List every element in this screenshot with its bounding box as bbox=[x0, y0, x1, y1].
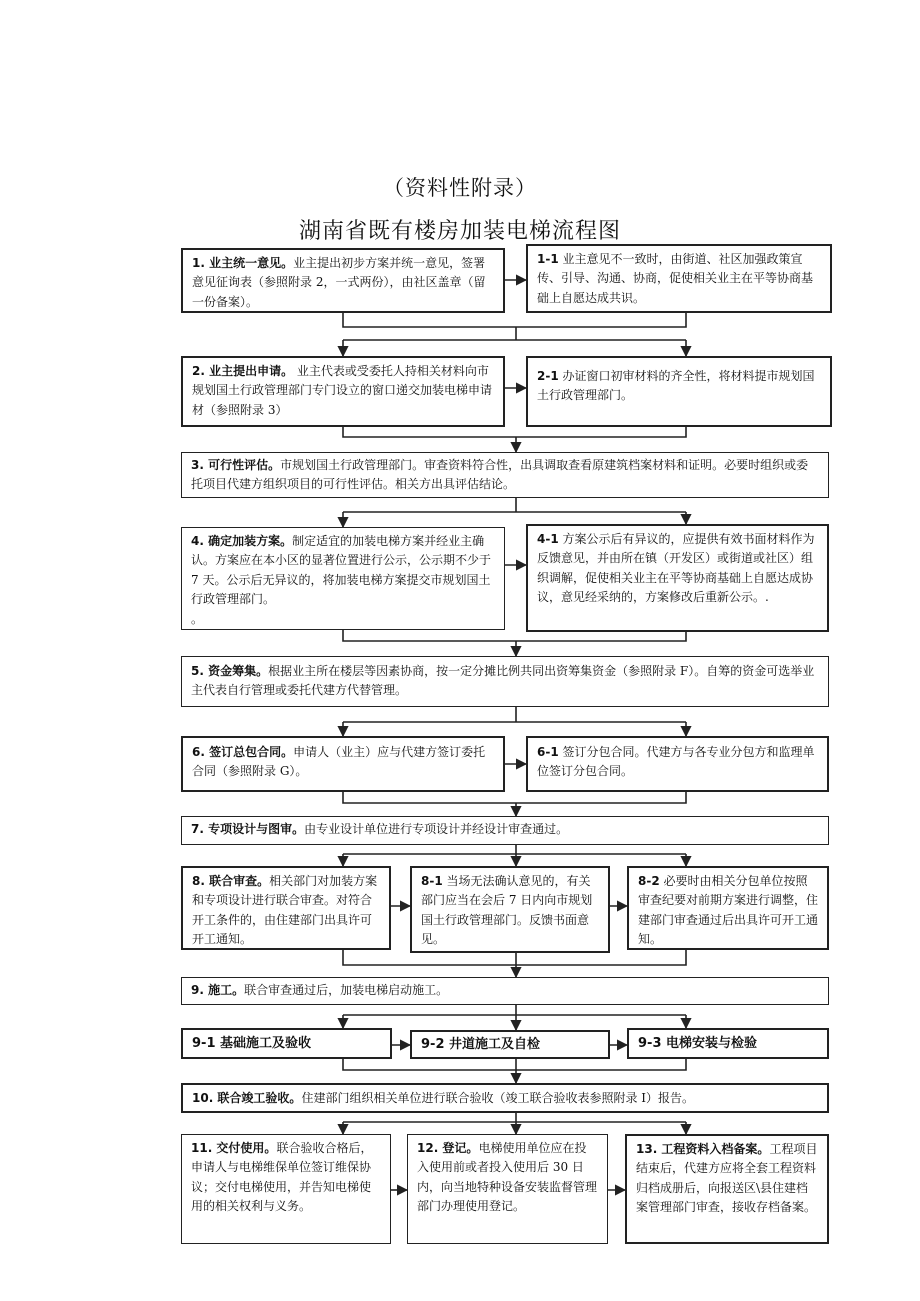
appendix-note: （资料性附录） bbox=[383, 176, 537, 200]
step-1-1-box bbox=[526, 244, 832, 313]
step-7-box bbox=[181, 816, 829, 845]
step-4-1-label: 4-1 bbox=[537, 532, 559, 546]
step-6-1-box bbox=[526, 736, 829, 792]
step-6-text: 申请人（业主）应与代建方签订委托合同（参照附录 G）。 bbox=[192, 745, 486, 779]
step-6-box bbox=[181, 736, 505, 792]
step-8-2-box bbox=[627, 866, 829, 950]
step-2-label: 2. 业主提出申请。 bbox=[192, 364, 294, 378]
step-13-box bbox=[625, 1134, 829, 1244]
step-3-label: 3. 可行性评估。 bbox=[191, 458, 281, 472]
step-9-text: 联合审查通过后，加装电梯启动施工。 bbox=[244, 983, 449, 997]
step-8-box bbox=[181, 866, 391, 950]
merge-row2 bbox=[343, 427, 686, 437]
step-4-1-box bbox=[526, 524, 829, 632]
step-13-label: 13. 工程资料入档备案。 bbox=[636, 1142, 770, 1156]
step-2-box bbox=[181, 356, 505, 427]
step-1-1-text: 业主意见不一致时，由街道、社区加强政策宣传、引导、沟通、协商，促使相关业主在平等协商基础上自愿达成共识。 bbox=[537, 252, 814, 305]
step-10-box bbox=[181, 1083, 829, 1113]
step-8-text: 相关部门对加装方案和专项设计进行联合审查。对符合开工条件的，由住建部门出具许可开工通知。 bbox=[192, 874, 378, 947]
step-5-label: 5. 资金筹集。 bbox=[191, 664, 269, 678]
step-10-label: 10. 联合竣工验收。 bbox=[192, 1091, 302, 1105]
step-9-2-box bbox=[410, 1030, 610, 1059]
step-9-1-label: 9-1 基础施工及验收 bbox=[192, 1035, 312, 1051]
step-9-3-label: 9-3 电梯安装与检验 bbox=[638, 1035, 758, 1051]
step-1-box bbox=[181, 248, 505, 313]
step-8-label: 8. 联合审查。 bbox=[192, 874, 270, 888]
step-9-label: 9. 施工。 bbox=[191, 983, 245, 997]
step-8-1-text: 当场无法确认意见的，有关部门应当在会后 7 日内向市规划国土行政管理部门。反馈书面意见。 bbox=[421, 874, 593, 947]
step-9-3-box bbox=[627, 1028, 829, 1059]
step-1-1-label: 1-1 bbox=[537, 252, 559, 266]
step-5-text: 根据业主所在楼层等因素协商，按一定分摊比例共同出资筹集资金（参照附录 F）。自筹的资金可选举业主代表自行管理或委托代建方代替管理。 bbox=[191, 664, 815, 698]
step-1-label: 1. 业主统一意见。 bbox=[192, 256, 294, 270]
step-8-2-text: 必要时由相关分包单位按照审查纪要对前期方案进行调整，住建部门审查通过后出具许可开工通知。 bbox=[638, 874, 819, 947]
step-4-box bbox=[181, 527, 505, 630]
step-13-text: 工程项目结束后，代建方应将全套工程资料归档成册后，向报送区\县住建档案管理部门审查，接收存档备案。 bbox=[636, 1142, 818, 1215]
step-4-label: 4. 确定加装方案。 bbox=[191, 534, 293, 548]
step-11-box bbox=[181, 1134, 391, 1244]
step-7-label: 7. 专项设计与图审。 bbox=[191, 822, 305, 836]
step-6-label: 6. 签订总包合同。 bbox=[192, 745, 294, 759]
step-12-label: 12. 登记。 bbox=[417, 1141, 479, 1155]
step-4-tail: 。 bbox=[191, 611, 204, 626]
step-12-box bbox=[407, 1134, 608, 1244]
step-6-1-label: 6-1 bbox=[537, 745, 559, 759]
step-8-1-box bbox=[410, 866, 610, 953]
step-7-text: 由专业设计单位进行专项设计并经设计审查通过。 bbox=[304, 822, 569, 836]
step-8-2-label: 8-2 bbox=[638, 874, 660, 888]
step-6-1-text: 签订分包合同。代建方与各专业分包方和监理单位签订分包合同。 bbox=[537, 745, 815, 779]
step-2-text: 业主代表或受委托人持相关材料向市规划国土行政管理部门专门设立的窗口递交加装电梯申请材（参照附录 3） bbox=[192, 364, 493, 417]
step-8-1-label: 8-1 bbox=[421, 874, 443, 888]
step-3-box bbox=[181, 452, 829, 498]
step-4-text: 制定适宜的加装电梯方案并经业主确认。方案应在本小区的显著位置进行公示，公示期不少于 7 天。公示后无异议的，将加装电梯方案提交市规划国土行政管理部门。 bbox=[191, 534, 492, 607]
step-10-text: 住建部门组织相关单位进行联合验收（竣工联合验收表参照附录 I）报告。 bbox=[301, 1091, 694, 1105]
step-9-2-label: 9-2 井道施工及自检 bbox=[421, 1036, 541, 1052]
step-3-text: 市规划国土行政管理部门。审查资料符合性，出具调取查看原建筑档案材料和证明。必要时组织或委托项目代建方组织项目的可行性评估。相关方出具评估结论。 bbox=[191, 458, 809, 492]
step-2-1-box bbox=[526, 356, 832, 427]
step-11-text: 联合验收合格后，申请人与电梯维保单位签订维保协议；交付电梯使用，并告知电梯使用的相关权利与义务。 bbox=[191, 1141, 373, 1214]
step-11-label: 11. 交付使用。 bbox=[191, 1141, 277, 1155]
step-2-1-label: 2-1 bbox=[537, 369, 559, 383]
step-12-text: 电梯使用单位应在投入使用前或者投入使用后 30 日内，向当地特种设备安装监督管理部门办理使用登记。 bbox=[417, 1141, 598, 1214]
step-4-1-text: 方案公示后有异议的，应提供有效书面材料作为反馈意见，并由所在镇（开发区）或街道或社区）组织调解，促使相关业主在平等协商基础上自愿达成协议，意见经采纳的，方案修改后重新公示。. bbox=[537, 532, 815, 605]
step-5-box bbox=[181, 656, 829, 707]
step-9-box bbox=[181, 977, 829, 1005]
merge-row6 bbox=[343, 792, 686, 803]
merge-row1 bbox=[343, 313, 686, 327]
page-title: 湖南省既有楼房加装电梯流程图 bbox=[298, 219, 621, 244]
step-1-text: 业主提出初步方案并统一意见，签署意见征询表（参照附录 2，一式两份），由社区盖章（留一份备案）。 bbox=[192, 256, 486, 309]
step-9-1-box bbox=[181, 1028, 392, 1059]
step-2-1-text: 办证窗口初审材料的齐全性，将材料提市规划国土行政管理部门。 bbox=[537, 369, 815, 403]
